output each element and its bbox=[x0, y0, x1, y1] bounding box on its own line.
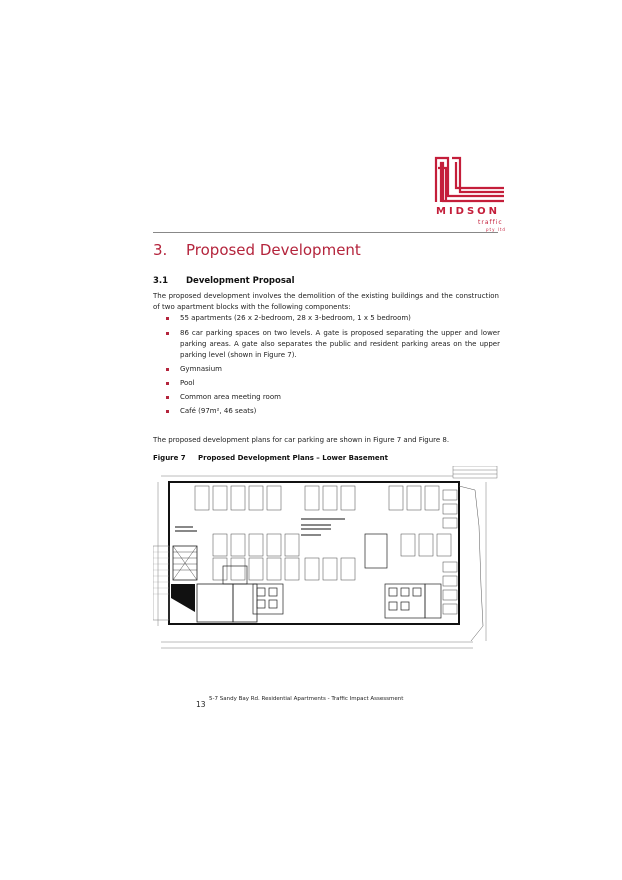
bullet-text: Common area meeting room bbox=[180, 393, 281, 401]
logo-subtitle-2: pty ltd bbox=[486, 227, 506, 232]
bullet-text: Café (97m², 46 seats) bbox=[180, 407, 257, 415]
bullet-icon bbox=[166, 396, 169, 399]
logo-subtitle: traffic bbox=[478, 219, 503, 226]
midson-logo-icon bbox=[434, 152, 506, 204]
subsection-title: Development Proposal bbox=[186, 276, 295, 286]
bullet-item bbox=[166, 392, 500, 403]
subsection-number: 3.1 bbox=[153, 276, 169, 286]
bullet-icon bbox=[166, 382, 169, 385]
logo-name: MIDSON bbox=[436, 206, 501, 217]
section-title: Proposed Development bbox=[186, 241, 361, 259]
footer-text: 5-7 Sandy Bay Rd. Residential Apartments - Traffic Impact Assessment bbox=[209, 696, 404, 702]
bullet-icon bbox=[166, 317, 169, 320]
page-number: 13 bbox=[196, 700, 206, 709]
floor-plan-drawing bbox=[153, 466, 499, 656]
bullet-text: Gymnasium bbox=[180, 365, 222, 373]
figure-label: Figure 7 bbox=[153, 454, 186, 462]
bullet-icon bbox=[166, 410, 169, 413]
closing-paragraph: The proposed development plans for car parking are shown in Figure 7 and Figure 8. bbox=[153, 436, 450, 444]
figure-title: Proposed Development Plans – Lower Basement bbox=[198, 454, 388, 462]
bullet-item bbox=[166, 406, 500, 417]
bullet-item bbox=[166, 328, 500, 361]
bullet-icon bbox=[166, 332, 169, 335]
header-rule bbox=[153, 232, 498, 233]
intro-paragraph: The proposed development involves the demolition of the existing buildings and the construction of two apartment blocks with the following components: bbox=[153, 292, 499, 311]
bullet-item bbox=[166, 364, 500, 375]
bullet-text: Pool bbox=[180, 379, 195, 387]
bullet-item bbox=[166, 313, 500, 324]
bullet-text: 86 car parking spaces on two levels. A gate is proposed separating the upper and lower parking areas. A gate also separates the public and resident parking areas on the upper parking level (shown in Figure 7). bbox=[180, 329, 500, 359]
bullet-text: 55 apartments (26 x 2-bedroom, 28 x 3-bedroom, 1 x 5 bedroom) bbox=[180, 314, 411, 322]
section-number: 3. bbox=[153, 241, 168, 259]
bullet-item bbox=[166, 378, 500, 389]
bullet-icon bbox=[166, 368, 169, 371]
